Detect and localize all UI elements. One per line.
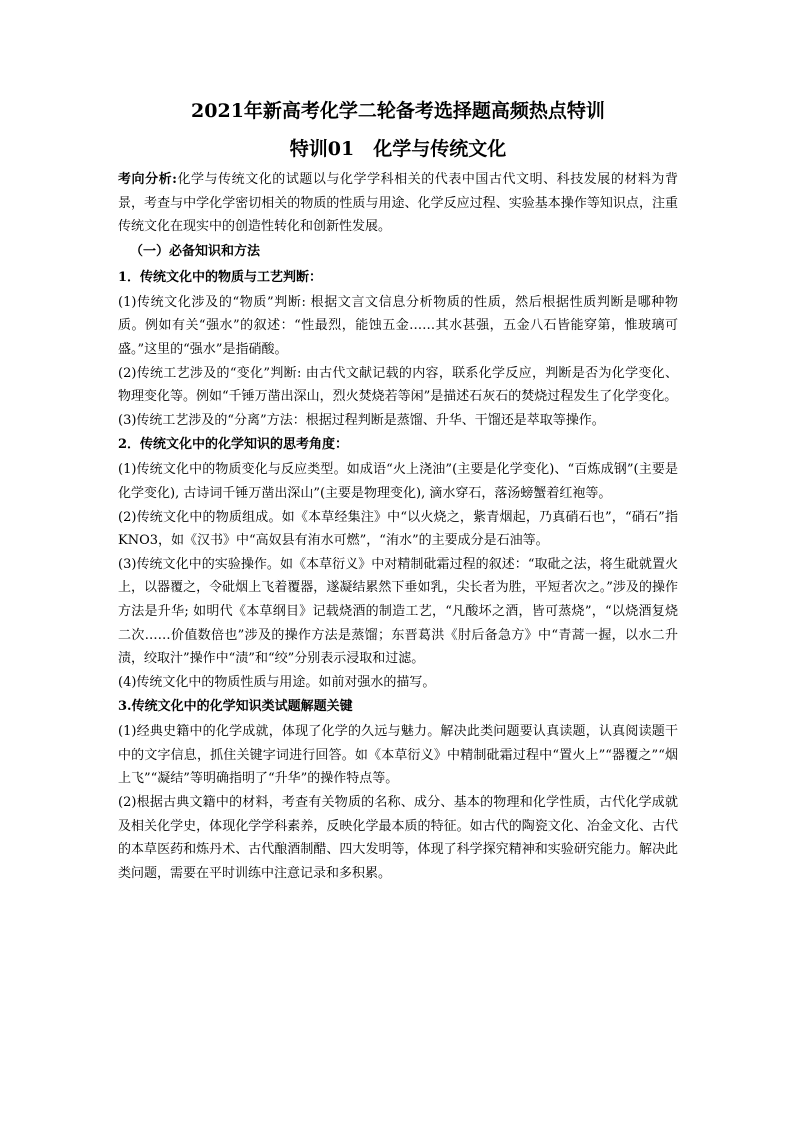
section-heading: （一）必备知识和方法	[130, 243, 261, 259]
document-subtitle: 特训01 化学与传统文化	[289, 138, 507, 160]
part2-paragraph-2: (2)传统文化中的物质组成。如《本草经集注》中“以火烧之，紫青烟起，乃真硝石也”，“硝石”指KNO3，如《汉书》中“高奴县有洧水可燃”，“洧水”的主要成分是石油等。	[118, 509, 678, 549]
part1-paragraph-2: (2)传统工艺涉及的“变化”判断: 由古代文献记载的内容，联系化学反应，判断是否为化学变化、物理变化等。例如“千锤万凿出深山，烈火焚烧若等闲”是描述石灰石的焚烧过程发生了化学变化。	[118, 365, 678, 405]
part2-heading: 2．传统文化中的化学知识的思考角度：	[118, 437, 349, 453]
part1-heading: 1．传统文化中的物质与工艺判断：	[118, 269, 323, 285]
part1-paragraph-3: (3)传统工艺涉及的“分离”方法：根据过程判断是蒸馏、升华、干馏还是萃取等操作。	[118, 412, 605, 428]
part2-paragraph-1: (1)传统文化中的物质变化与反应类型。如成语“火上浇油”(主要是化学变化)、“百炼成钢”(主要是化学变化), 古诗词千锤万凿出深山”(主要是物理变化), 滴水穿石，落汤螃蟹着红袍等。	[118, 462, 678, 501]
part3-heading: 3.传统文化中的化学知识类试题解题关键	[118, 699, 353, 715]
part2-paragraph-3: (3)传统文化中的实验操作。如《本草衍义》中对精制砒霜过程的叙述：“取砒之法，将生砒就置火上，以器覆之，令砒烟上飞着覆器，遂凝结累然下垂如乳，尖长者为胜，平短者次之。”涉及的操作方法是升华; 如明代《本草纲目》记载烧酒的制造工艺，“凡酸坏之酒，皆可蒸烧”，“以烧酒复烧二次……价值数倍也”涉及的操作方法是蒸馏；东晋葛洪《肘后备急方》中“青蒿一握，以水二升渍，绞取汁”操作中“渍”和“绞”分别表示浸取和过滤。	[118, 556, 678, 667]
part3-paragraph-1: (1)经典史籍中的化学成就，体现了化学的久远与魅力。解决此类问题要认真读题，认真阅读题干中的文字信息，抓住关键字词进行回答。如《本草衍义》中精制砒霜过程中“置火上”“器覆之”“烟上飞”“凝结”等明确指明了“升华”的操作特点等。	[118, 724, 678, 787]
part3-paragraph-2: (2)根据古典文籍中的材料，考查有关物质的名称、成分、基本的物理和化学性质，古代化学成就及相关化学史，体现化学学科素养，反映化学最本质的特征。如古代的陶瓷文化、冶金文化、古代的本草医药和炼丹术、古代酿酒制醋、四大发明等，体现了科学探究精神和实验研究能力。解决此类问题，需要在平时训练中注意记录和多积累。	[118, 795, 678, 881]
document-page	[118, 98, 678, 885]
intro-lead: 考向分析:	[118, 172, 177, 187]
intro-text: 化学与传统文化的试题以与化学学科相关的代表中国古代文明、科技发展的材料为背景，考查与中学化学密切相关的物质的性质与用途、化学反应过程、实验基本操作等知识点，注重传统文化在现实中的创造性转化和创新性发展。	[118, 172, 678, 235]
part2-paragraph-4: (4)传统文化中的物质性质与用途。如前对强水的描写。	[118, 674, 436, 690]
intro-paragraph	[118, 168, 678, 239]
part1-paragraph-1: (1)传统文化涉及的“物质”判断: 根据文言文信息分析物质的性质，然后根据性质判断是哪种物质。例如有关“强水”的叙述：“性最烈，能蚀五金……其水甚强，五金八石皆能穿第，惟玻璃可盛。”这里的“强水”是指硝酸。	[118, 294, 678, 357]
document-title: 2021年新高考化学二轮备考选择题高频热点特训	[191, 100, 605, 122]
